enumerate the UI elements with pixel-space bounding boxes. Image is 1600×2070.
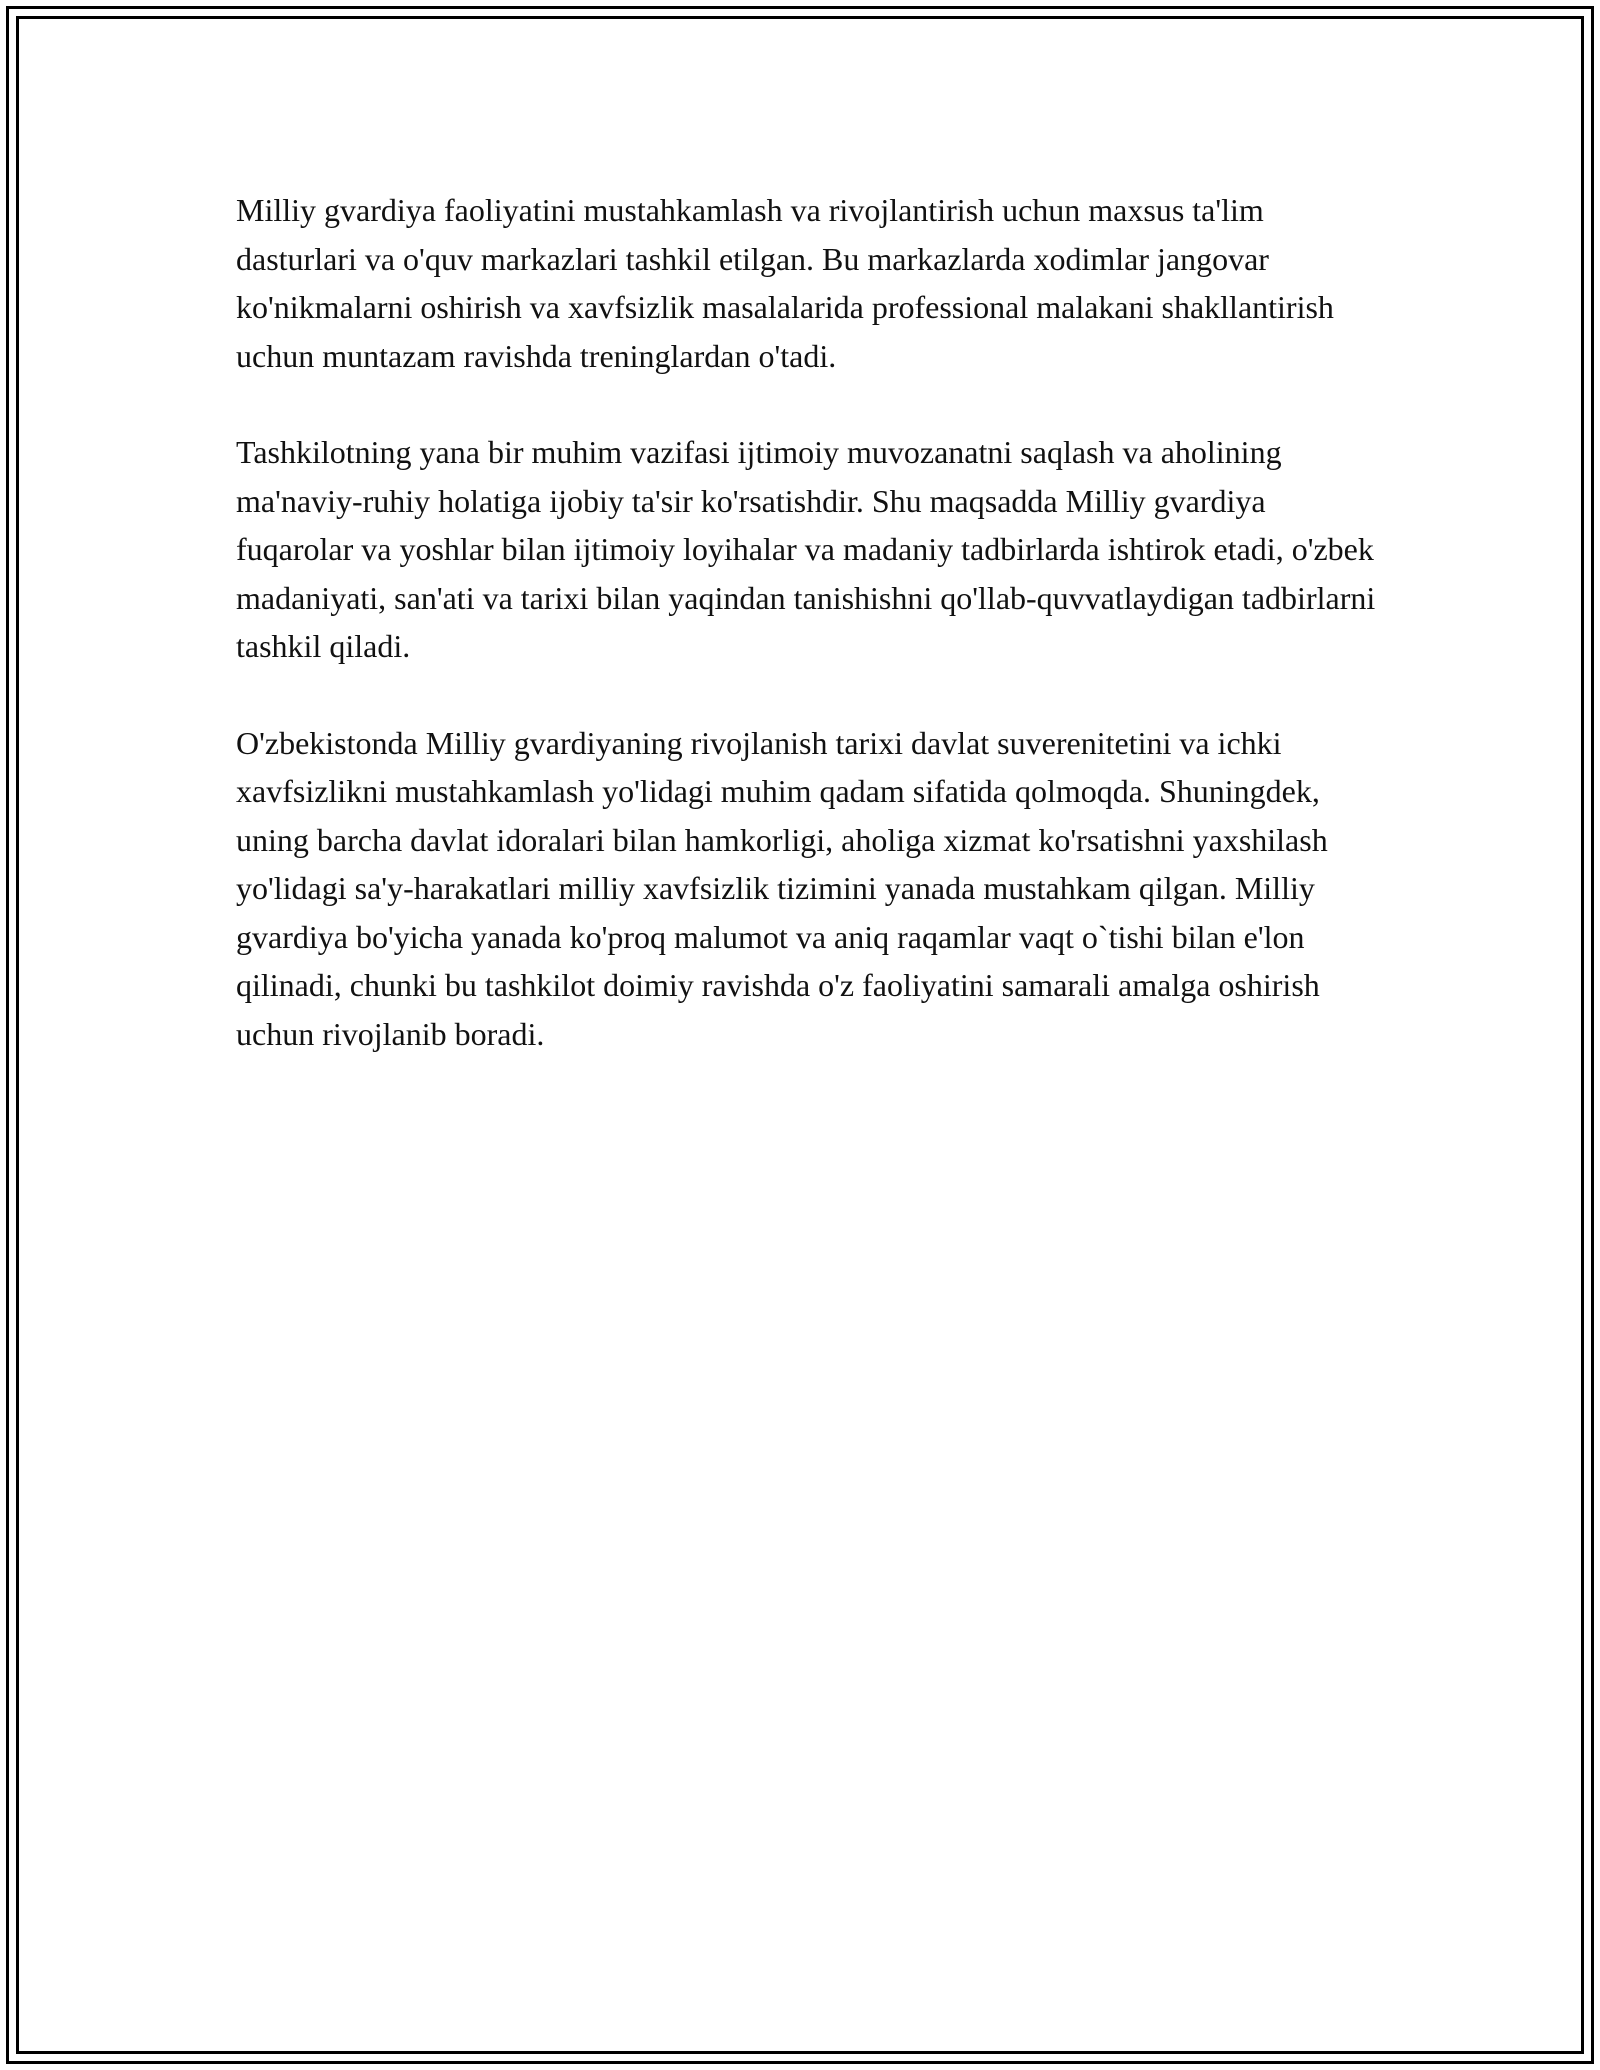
document-body <box>236 186 1376 1106</box>
paragraph-1: Milliy gvardiya faoliyatini mustahkamlash va rivojlantirish uchun maxsus ta'lim dasturlari va o'quv markazlari tashkil etilgan. Bu markazlarda xodimlar jangovar ko'nikmalarni oshirish va xavfsizlik masalalarida professional malakani shakllantirish uchun muntazam ravishda treninglardan o'tadi. <box>236 192 1334 374</box>
paragraph-2: Tashkilotning yana bir muhim vazifasi ijtimoiy muvozanatni saqlash va aholining ma'naviy-ruhiy holatiga ijobiy ta'sir ko'rsatishdir. Shu maqsadda Milliy gvardiya fuqarolar va yoshlar bilan ijtimoiy loyihalar va madaniy tadbirlarda ishtirok etadi, o'zbek madaniyati, san'ati va tarixi bilan yaqindan tanishishni qo'llab-quvvatlaydigan tadbirlarni tashkil qiladi. <box>236 434 1376 664</box>
paragraph-3: O'zbekistonda Milliy gvardiyaning rivojlanish tarixi davlat suverenitetini va ichki xavfsizlikni mustahkamlash yo'lidagi muhim qadam sifatida qolmoqda. Shuningdek, uning barcha davlat idoralari bilan hamkorligi, aholiga xizmat ko'rsatishni yaxshilash yo'lidagi sa'y-harakatlari milliy xavfsizlik tizimini yanada mustahkam qilgan. Milliy gvardiya bo'yicha yanada ko'proq malumot va aniq raqamlar vaqt o`tishi bilan e'lon qilinadi, chunki bu tashkilot doimiy ravishda o'z faoliyatini samarali amalga oshirish uchun rivojlanib boradi. <box>236 724 1328 1052</box>
